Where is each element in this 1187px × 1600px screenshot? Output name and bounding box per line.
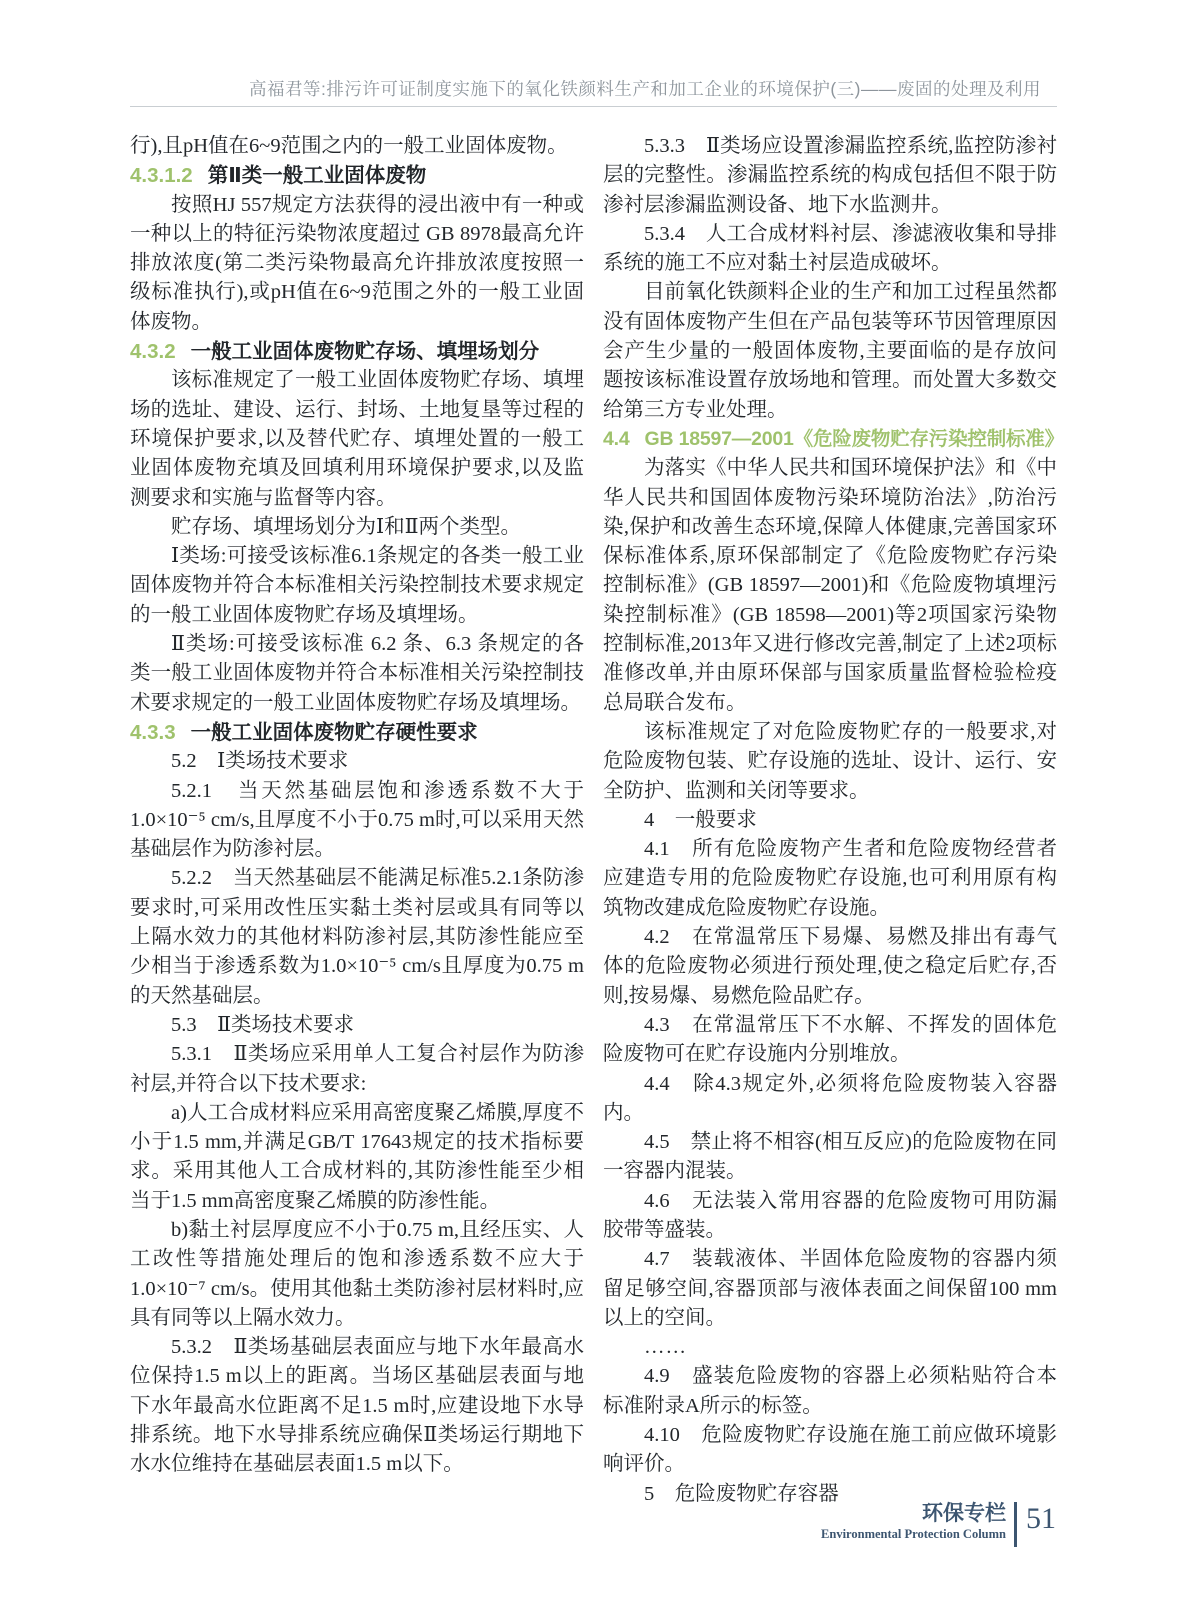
header-rule <box>130 106 1057 107</box>
right-column <box>603 132 1064 1509</box>
paragraph: 目前氧化铁颜料企业的生产和加工过程虽然都没有固体废物产生但在产品包装等环节因管理原因会产生少量的一般固体废物,主要面临的是存放问题按该标准设置存放场地和管理。而处置大多数交给第三方专业处理。 <box>603 281 1057 421</box>
paragraph: 5.3.3 Ⅱ类场应设置渗漏监控系统,监控防渗衬层的完整性。渗漏监控系统的构成包括但不限于防渗衬层渗漏监测设备、地下水监测井。 <box>603 135 1057 216</box>
footer-column-titles <box>821 1502 1014 1543</box>
paragraph: 行),且pH值在6~9范围之内的一般工业固体废物。 <box>130 135 568 157</box>
paragraph: 5.2.2 当天然基础层不能满足标准5.2.1条防渗要求时,可采用改性压实黏土类衬层或具有同等以上隔水效力的其他材料防渗衬层,其防渗性能应至少相当于渗透系数为1.0×10⁻⁵ cm/s且厚度为0.75 m的天然基础层。 <box>130 867 584 1007</box>
section-heading <box>603 425 1064 454</box>
paragraph: 5.3.2 Ⅱ类场基础层表面应与地下水年最高水位保持1.5 m以上的距离。当场区基础层表面与地下水年最高水位距离不足1.5 m时,应建设地下水导排系统。地下水导排系统应确保Ⅱ类场运行期地下水水位维持在基础层表面1.5 m以下。 <box>130 1336 584 1476</box>
left-column <box>130 132 584 1509</box>
paragraph: 为落实《中华人民共和国环境保护法》和《中华人民共和国固体废物污染环境防治法》,防治污染,保护和改善生态环境,保障人体健康,完善国家环保标准体系,原环保部制定了《危险废物贮存污染控制标准》(GB 18597—2001)和《危险废物填埋污染控制标准》(GB 18598—2001)等2项国家污染物控制标准,2013年又进行修改完善,制定了上述2项标准修改单,并由原环保部与国家质量监督检验检疫总局联合发布。 <box>603 457 1057 714</box>
paragraph: 4.9 盛装危险废物的容器上必须粘贴符合本标准附录A所示的标签。 <box>603 1365 1057 1417</box>
paragraph: 5.3.4 人工合成材料衬层、渗滤液收集和导排系统的施工不应对黏土衬层造成破坏。 <box>603 222 1057 275</box>
footer-column-title-en: Environmental Protection Column <box>821 1527 1006 1541</box>
paragraph: 5.3 Ⅱ类场技术要求 <box>171 1013 355 1036</box>
paragraph: 4.5 禁止将不相容(相互反应)的危险废物在同一容器内混装。 <box>603 1131 1057 1183</box>
section-number: 4.3.3 <box>130 720 176 744</box>
paragraph: 5.3.1 Ⅱ类场应采用单人工复合衬层作为防渗衬层,并符合以下技术要求: <box>130 1043 584 1095</box>
paragraph: b)黏土衬层厚度应不小于0.75 m,且经压实、人工改性等措施处理后的饱和渗透系数不应大于1.0×10⁻⁷ cm/s。使用其他黏土类防渗衬层材料时,应具有同等以上隔水效力。 <box>130 1218 584 1329</box>
paragraph: 5 危险废物贮存容器 <box>644 1482 839 1505</box>
section-number: 4.3.1.2 <box>130 164 193 188</box>
section-heading <box>130 161 584 190</box>
paragraph: 5.2 Ⅰ类场技术要求 <box>171 750 349 773</box>
ellipsis-line: …… <box>644 1336 687 1359</box>
paragraph: 按照HJ 557规定方法获得的浸出液中有一种或一种以上的特征污染物浓度超过 GB 8978最高允许排放浓度(第二类污染物最高允许排放浓度按照一级标准执行),或pH值在6~9范围之外的一般工业固体废物。 <box>130 193 584 333</box>
page-footer <box>821 1502 1056 1547</box>
section-number: 4.3.2 <box>130 340 176 364</box>
paragraph: 4.6 无法装入常用容器的危险废物可用防漏胶带等盛装。 <box>603 1189 1057 1241</box>
article-body <box>130 132 1064 1509</box>
section-title: GB 18597—2001《危险废物贮存污染控制标准》 <box>644 427 1064 450</box>
paragraph: 4.4 除4.3规定外,必须将危险废物装入容器内。 <box>603 1072 1057 1124</box>
paragraph: 该标准规定了对危险废物贮存的一般要求,对危险废物包装、贮存设施的选址、设计、运行、安全防护、监测和关闭等要求。 <box>603 720 1057 802</box>
paragraph: 4.2 在常温常压下易爆、易燃及排出有毒气体的危险废物必须进行预处理,使之稳定后贮存,否则,按易爆、易燃危险品贮存。 <box>603 926 1057 1007</box>
paragraph: 4.3 在常温常压下不水解、不挥发的固体危险废物可在贮存设施内分别堆放。 <box>603 1013 1057 1066</box>
section-title: 一般工业固体废物贮存硬性要求 <box>190 720 478 744</box>
paragraph: 该标准规定了一般工业固体废物贮存场、填埋场的选址、建设、运行、封场、土地复垦等过程的环境保护要求,以及替代贮存、填埋处置的一般工业固体废物充填及回填利用环境保护要求,以及监测要求和实施与监督等内容。 <box>130 369 584 509</box>
section-title: 第Ⅱ类一般工业固体废物 <box>207 164 427 188</box>
section-heading <box>130 337 584 366</box>
paragraph: 5.2.1 当天然基础层饱和渗透系数不大于1.0×10⁻⁵ cm/s,且厚度不小于0.75 m时,可以采用天然基础层作为防渗衬层。 <box>130 779 584 861</box>
paragraph: 4 一般要求 <box>644 808 757 831</box>
section-number: 4.4 <box>603 427 630 450</box>
paragraph: 贮存场、填埋场划分为Ⅰ和Ⅱ两个类型。 <box>171 515 522 538</box>
footer-column-title-zh: 环保专栏 <box>922 1502 1006 1525</box>
running-head-title: 高福君等:排污许可证制度实施下的氧化铁颜料生产和加工企业的环境保护(三)——废固的处理及利用 <box>248 79 1041 99</box>
section-heading <box>130 718 584 747</box>
paragraph: 4.1 所有危险废物产生者和危险废物经营者应建造专用的危险废物贮存设施,也可利用原有构筑物改建成危险废物贮存设施。 <box>603 838 1057 919</box>
paragraph: Ⅱ类场:可接受该标准 6.2 条、6.3 条规定的各类一般工业固体废物并符合本标准相关污染控制技术要求规定的一般工业固体废物贮存场及填埋场。 <box>130 633 584 714</box>
section-title: 一般工业固体废物贮存场、填埋场划分 <box>190 340 540 364</box>
paragraph: a)人工合成材料应采用高密度聚乙烯膜,厚度不小于1.5 mm,并满足GB/T 17643规定的技术指标要求。采用其他人工合成材料的,其防渗性能至少相当于1.5 mm高密度聚乙烯膜的防渗性能。 <box>130 1101 584 1212</box>
paragraph: 4.7 装载液体、半固体危险废物的容器内须留足够空间,容器顶部与液体表面之间保留100 mm以上的空间。 <box>603 1248 1057 1329</box>
paragraph: Ⅰ类场:可接受该标准6.1条规定的各类一般工业固体废物并符合本标准相关污染控制技术要求规定的一般工业固体废物贮存场及填埋场。 <box>130 545 584 626</box>
paragraph: 4.10 危险废物贮存设施在施工前应做环境影响评价。 <box>603 1424 1057 1476</box>
page-number: 51 <box>1026 1502 1056 1535</box>
